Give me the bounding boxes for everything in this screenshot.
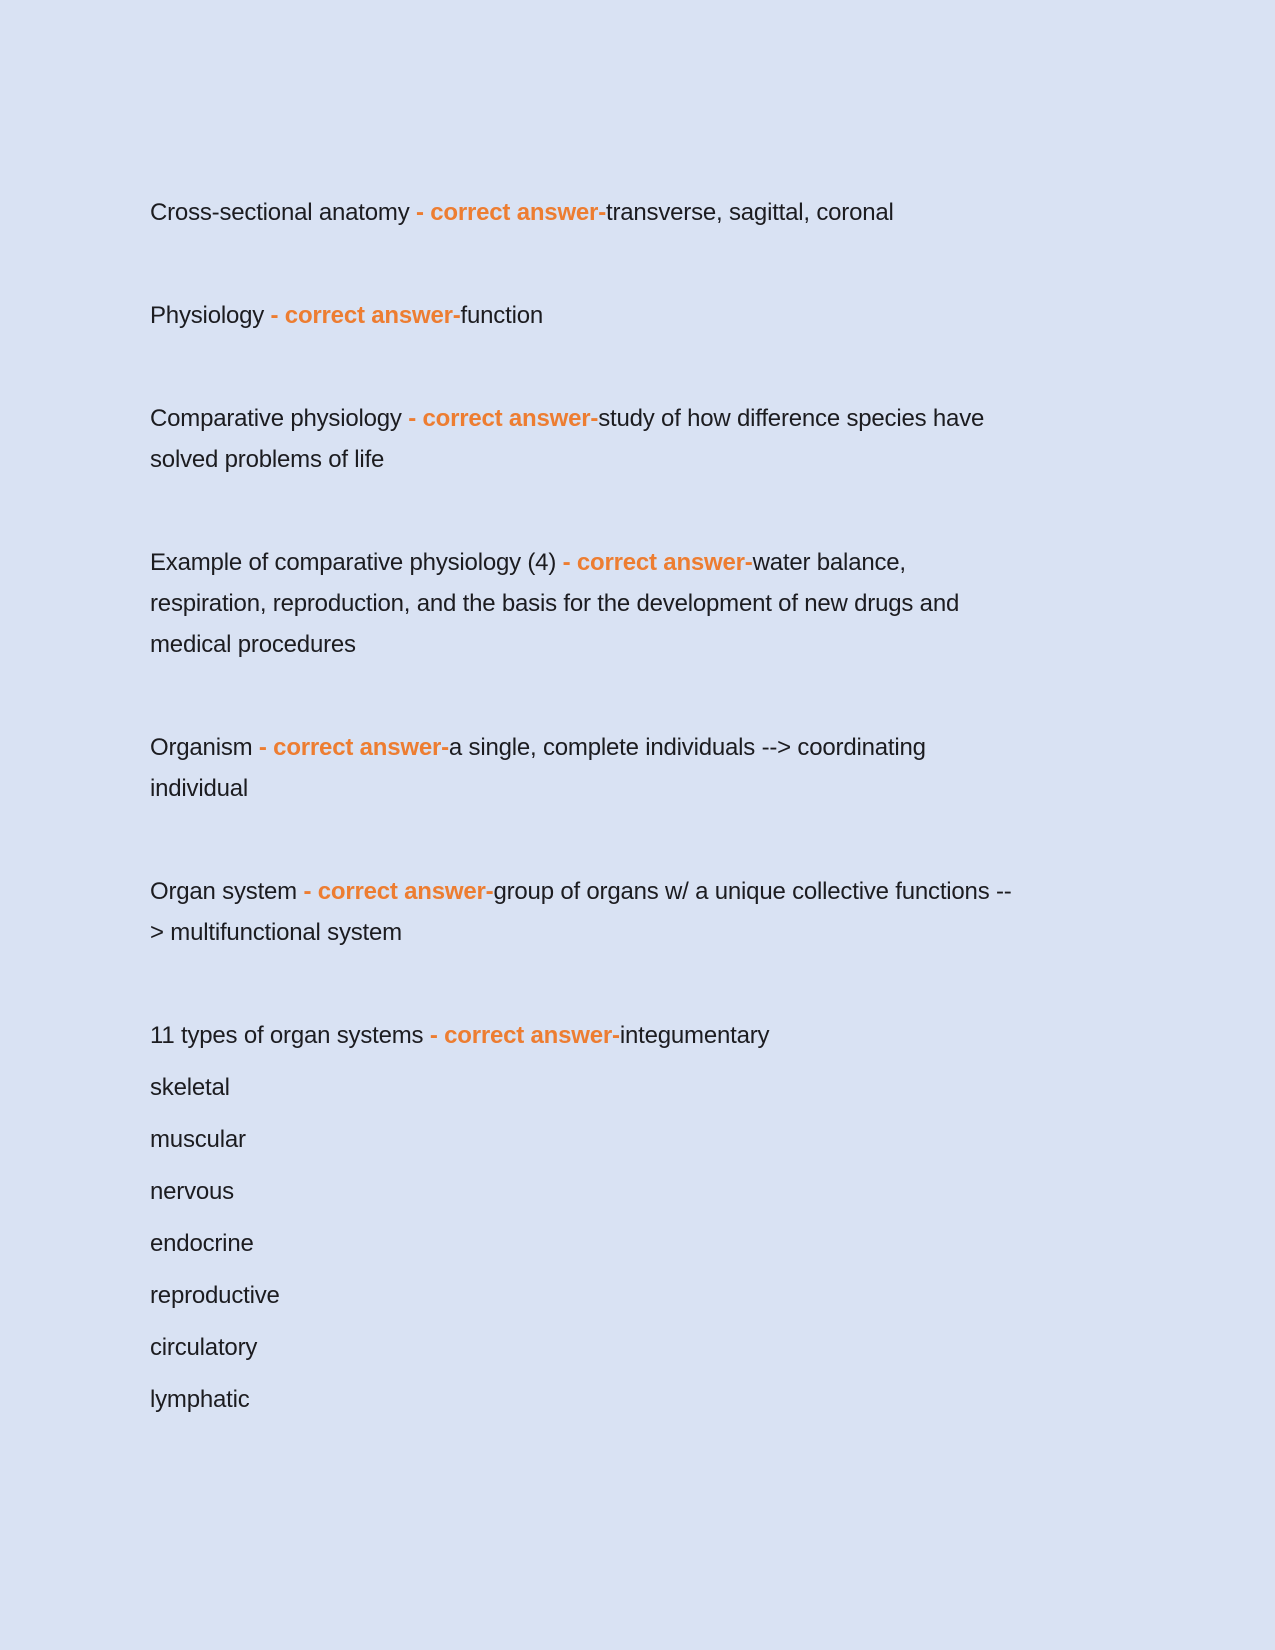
text-segment: medical procedures (150, 631, 356, 658)
qa-organ-system (150, 871, 1135, 953)
qa-physiology (150, 295, 1135, 336)
text-segment: Comparative physiology (150, 405, 409, 432)
text-segment: integumentary (619, 1022, 770, 1049)
list-item-nervous (150, 1171, 1135, 1212)
qa-organism (150, 727, 1135, 809)
text-line (150, 727, 1135, 768)
text-line (150, 583, 1135, 624)
text-line (150, 1067, 1135, 1108)
list-item-skeletal (150, 1067, 1135, 1108)
text-segment: individual (150, 775, 249, 802)
answer-marker: - correct answer- (258, 734, 449, 761)
list-item-lymphatic (150, 1379, 1135, 1420)
document-content (150, 192, 1135, 1431)
text-segment: respiration, reproduction, and the basis for the development of new drugs and (150, 590, 960, 617)
text-line (150, 192, 1135, 233)
answer-marker: - correct answer- (303, 878, 494, 905)
qa-example-comparative-physiology (150, 542, 1135, 665)
text-line (150, 768, 1135, 809)
text-line (150, 871, 1135, 912)
text-segment: transverse, sagittal, coronal (606, 199, 894, 226)
text-line (150, 1223, 1135, 1264)
text-segment: function (460, 302, 544, 329)
qa-11-types-of-organ-systems (150, 1015, 1135, 1056)
answer-marker: - correct answer- (415, 199, 606, 226)
answer-marker: - correct answer- (270, 302, 461, 329)
text-line (150, 1327, 1135, 1368)
text-line (150, 1015, 1135, 1056)
text-line (150, 912, 1135, 953)
answer-marker: - correct answer- (562, 549, 753, 576)
text-segment: Example of comparative physiology (4) (150, 549, 563, 576)
answer-marker: - correct answer- (429, 1022, 620, 1049)
list-item-circulatory (150, 1327, 1135, 1368)
text-segment: endocrine (150, 1230, 254, 1257)
text-segment: Physiology (150, 302, 271, 329)
text-segment: skeletal (150, 1074, 230, 1101)
list-item-reproductive (150, 1275, 1135, 1316)
text-segment: group of organs w/ a unique collective functions -- (493, 878, 1012, 905)
answer-marker: - correct answer- (408, 405, 599, 432)
list-item-endocrine (150, 1223, 1135, 1264)
text-segment: lymphatic (150, 1386, 250, 1413)
text-line (150, 542, 1135, 583)
text-segment: Organ system (150, 878, 304, 905)
text-segment: 11 types of organ systems (150, 1022, 430, 1049)
text-segment: circulatory (150, 1334, 258, 1361)
text-line (150, 624, 1135, 665)
text-line (150, 295, 1135, 336)
text-segment: > multifunctional system (150, 919, 402, 946)
text-line (150, 439, 1135, 480)
text-line (150, 1275, 1135, 1316)
text-segment: Cross-sectional anatomy (150, 199, 416, 226)
text-segment: solved problems of life (150, 446, 385, 473)
text-line (150, 398, 1135, 439)
text-segment: water balance, (752, 549, 906, 576)
qa-comparative-physiology (150, 398, 1135, 480)
text-line (150, 1379, 1135, 1420)
text-segment: study of how difference species have (598, 405, 985, 432)
text-line (150, 1171, 1135, 1212)
text-segment: muscular (150, 1126, 246, 1153)
text-segment: a single, complete individuals --> coordinating (448, 734, 926, 761)
list-item-muscular (150, 1119, 1135, 1160)
text-segment: reproductive (150, 1282, 280, 1309)
qa-cross-sectional-anatomy (150, 192, 1135, 233)
text-segment: Organism (150, 734, 259, 761)
text-line (150, 1119, 1135, 1160)
text-segment: nervous (150, 1178, 234, 1205)
